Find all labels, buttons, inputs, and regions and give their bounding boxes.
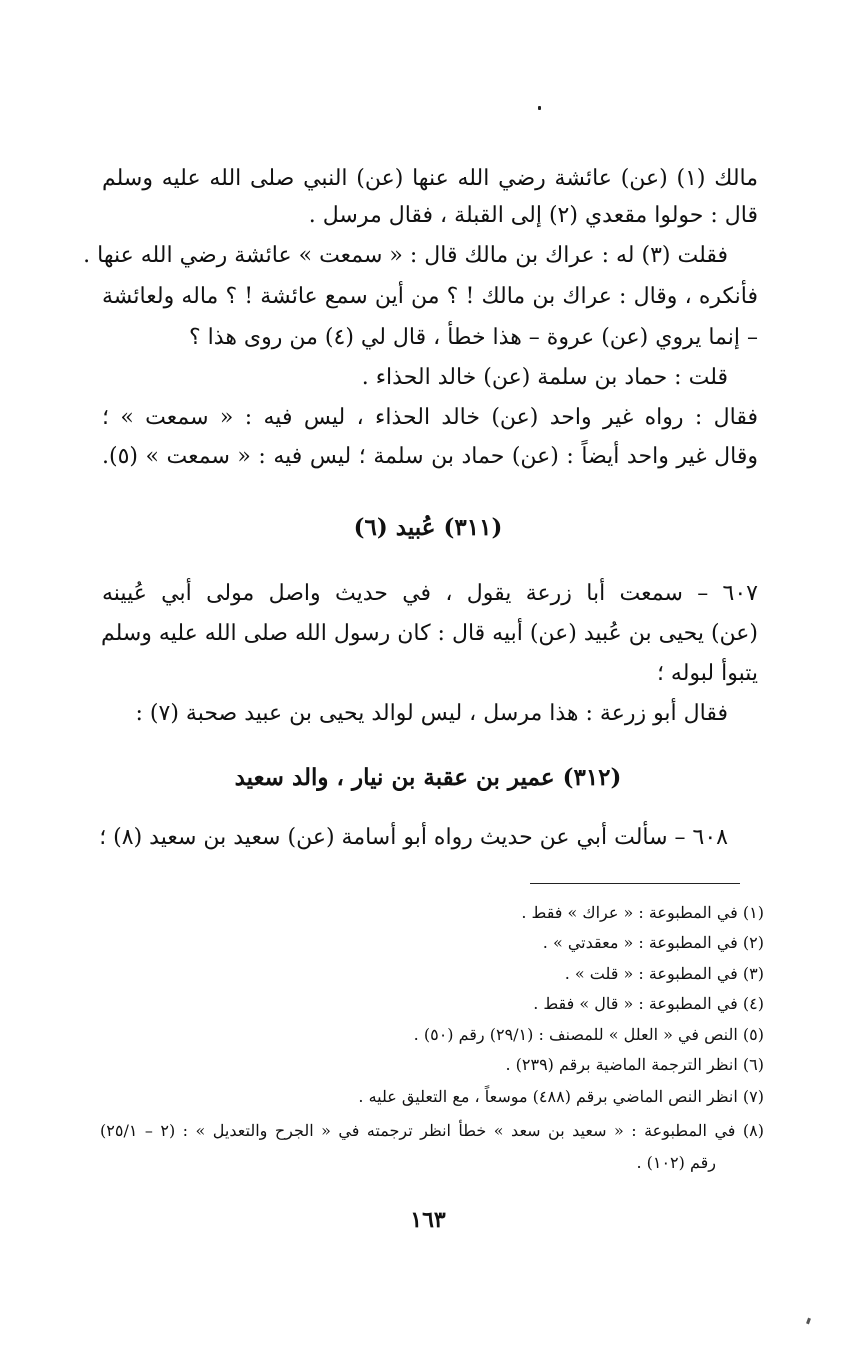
footnote-separator <box>530 883 740 884</box>
footnote-continuation: رقم (١٠٢) . <box>636 1153 716 1172</box>
text-line: فقال : رواه غير واحد (عن) خالد الحذاء ، ليس فيه : « سمعت » ؛ <box>102 405 758 430</box>
footnote: (٣) في المطبوعة : « قلت » . <box>564 964 764 983</box>
text-line: ٦٠٧ – سمعت أبا زرعة يقول ، في حديث واصل مولى أبي عُيينه <box>102 581 758 606</box>
text-line: – إنما يروي (عن) عروة – هذا خطأ ، قال لي (٤) من روى هذا ؟ <box>188 325 758 350</box>
footnote: (٢) في المطبوعة : « معقدتي » . <box>542 933 764 952</box>
section-heading: (٣١١) عُبيد (٦) <box>353 514 503 541</box>
footnote: (٨) في المطبوعة : « سعيد بن سعد » خطأ انظر ترجمته في « الجرح والتعديل » : (٢ – ٢٥/١) <box>100 1121 765 1140</box>
ink-mark <box>806 1318 811 1325</box>
text-line: يتبوأ لبوله ؛ <box>656 661 758 686</box>
text-line: فقلت (٣) له : عراك بن مالك قال : « سمعت » عائشة رضي الله عنها . <box>83 243 728 268</box>
text-line: فأنكره ، وقال : عراك بن مالك ! ؟ من أين سمع عائشة ! ؟ ماله ولعائشة <box>102 284 758 309</box>
ink-speck <box>538 106 541 110</box>
text-line: قلت : حماد بن سلمة (عن) خالد الحذاء . <box>361 365 728 390</box>
text-line: قال : حولوا مقعدي (٢) إلى القبلة ، فقال مرسل . <box>308 203 758 228</box>
text-line: وقال غير واحد أيضاً : (عن) حماد بن سلمة ؛ ليس فيه : « سمعت » (٥). <box>102 444 758 469</box>
footnote: (٧) انظر النص الماضي برقم (٤٨٨) موسعاً ، مع التعليق عليه . <box>358 1087 764 1106</box>
footnote: (٥) النص في « العلل » للمصنف : (٢٩/١) رقم (٥٠) . <box>413 1025 764 1044</box>
text-line: (عن) يحيى بن عُبيد (عن) أبيه قال : كان رسول الله صلى الله عليه وسلم <box>100 621 758 646</box>
footnote: (٦) انظر الترجمة الماضية برقم (٢٣٩) . <box>505 1055 764 1074</box>
footnote: (٤) في المطبوعة : « قال » فقط . <box>533 994 764 1013</box>
text-line: مالك (١) (عن) عائشة رضي الله عنها (عن) النبي صلى الله عليه وسلم <box>102 166 759 191</box>
page-number: ١٦٣ <box>410 1207 446 1233</box>
text-line: ٦٠٨ – سألت أبي عن حديث رواه أبو أسامة (عن) سعيد بن سعيد (٨) ؛ <box>99 825 728 850</box>
footnote: (١) في المطبوعة : « عراك » فقط . <box>521 903 764 922</box>
text-line: فقال أبو زرعة : هذا مرسل ، ليس لوالد يحيى بن عبيد صحبة (٧) : <box>135 701 728 726</box>
section-heading: (٣١٢) عمير بن عقبة بن نيار ، والد سعيد <box>234 764 622 791</box>
